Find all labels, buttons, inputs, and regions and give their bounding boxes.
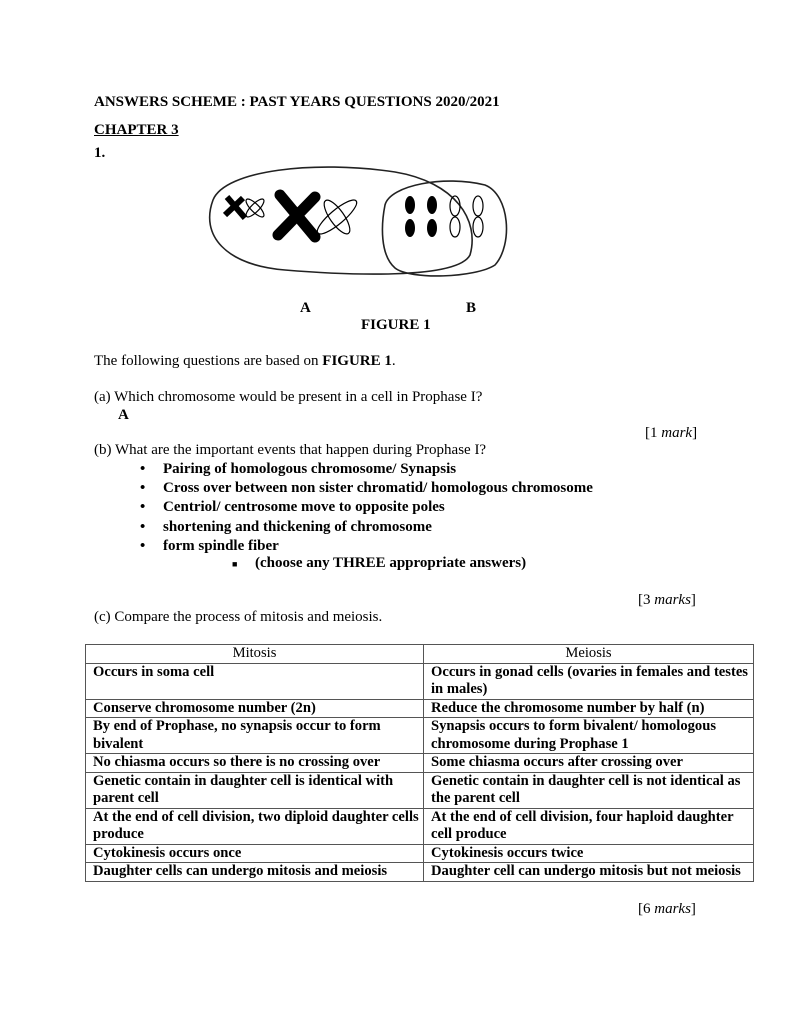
- table-row: [86, 699, 754, 718]
- table-row: [86, 772, 754, 808]
- table-row: [86, 844, 754, 863]
- figure-label-b: B: [466, 300, 477, 316]
- chapter-heading: CHAPTER 3: [94, 122, 179, 138]
- list-item: • Cross over between non sister chromatid/ homologous chromosome: [140, 479, 593, 498]
- cell-meiosis: Synapsis occurs to form bivalent/ homologous chromosome during Prophase 1: [424, 718, 754, 754]
- answer-a: A: [118, 407, 129, 423]
- figure-label-a: A: [300, 300, 311, 316]
- header-meiosis: Meiosis: [424, 645, 754, 664]
- figure-caption: FIGURE 1: [361, 317, 431, 333]
- header-mitosis: Mitosis: [86, 645, 424, 664]
- table-header-row: [86, 645, 754, 664]
- marks-b: [3 marks]: [638, 592, 696, 608]
- cell-meiosis: Genetic contain in daughter cell is not identical as the parent cell: [424, 772, 754, 808]
- cell-meiosis: Occurs in gonad cells (ovaries in females and testes in males): [424, 663, 754, 699]
- chromosome-figure: [195, 160, 515, 290]
- marks-c: [6 marks]: [638, 901, 696, 917]
- cell-meiosis: Cytokinesis occurs twice: [424, 844, 754, 863]
- cell-b-outline: [382, 181, 506, 276]
- question-c: (c) Compare the process of mitosis and meiosis.: [94, 609, 383, 625]
- marks-a: [1 mark]: [645, 425, 698, 441]
- cell-mitosis: By end of Prophase, no synapsis occur to form bivalent: [86, 718, 424, 754]
- intro-figure-ref: FIGURE 1: [322, 353, 392, 369]
- cell-mitosis: Occurs in soma cell: [86, 663, 424, 699]
- intro-suffix: .: [391, 353, 396, 369]
- cell-mitosis: Genetic contain in daughter cell is identical with parent cell: [86, 772, 424, 808]
- question-number: 1.: [94, 145, 106, 161]
- square-bullet-icon: ■: [232, 559, 238, 569]
- question-b: (b) What are the important events that happen during Prophase I?: [94, 442, 487, 458]
- cell-mitosis: At the end of cell division, two diploid daughter cells produce: [86, 808, 424, 844]
- table-row: [86, 863, 754, 882]
- table-row: [86, 754, 754, 773]
- cell-meiosis: Some chiasma occurs after crossing over: [424, 754, 754, 773]
- answer-b-note: ■ (choose any THREE appropriate answers): [232, 555, 527, 571]
- list-item: • shortening and thickening of chromosome: [140, 518, 593, 537]
- intro-text: [94, 353, 396, 370]
- cell-meiosis: At the end of cell division, four haploid daughter cell produce: [424, 808, 754, 844]
- list-item: • Pairing of homologous chromosome/ Synapsis: [140, 460, 593, 479]
- cell-meiosis: Reduce the chromosome number by half (n): [424, 699, 754, 718]
- table-row: [86, 663, 754, 699]
- intro-prefix: The following questions are based on: [94, 353, 323, 369]
- cell-mitosis: No chiasma occurs so there is no crossing over: [86, 754, 424, 773]
- cell-meiosis: Daughter cell can undergo mitosis but not meiosis: [424, 863, 754, 882]
- comparison-table: [85, 644, 754, 882]
- chromosomes-a: [225, 195, 361, 238]
- cell-mitosis: Daughter cells can undergo mitosis and meiosis: [86, 863, 424, 882]
- question-a: (a) Which chromosome would be present in a cell in Prophase I?: [94, 389, 483, 405]
- cell-mitosis: Cytokinesis occurs once: [86, 844, 424, 863]
- table-row: [86, 718, 754, 754]
- table-row: [86, 808, 754, 844]
- cell-mitosis: Conserve chromosome number (2n): [86, 699, 424, 718]
- document-title: ANSWERS SCHEME : PAST YEARS QUESTIONS 2020/2021: [94, 94, 500, 110]
- answer-b-list: [140, 460, 593, 556]
- list-item: • form spindle fiber: [140, 537, 593, 556]
- list-item: • Centriol/ centrosome move to opposite poles: [140, 498, 593, 517]
